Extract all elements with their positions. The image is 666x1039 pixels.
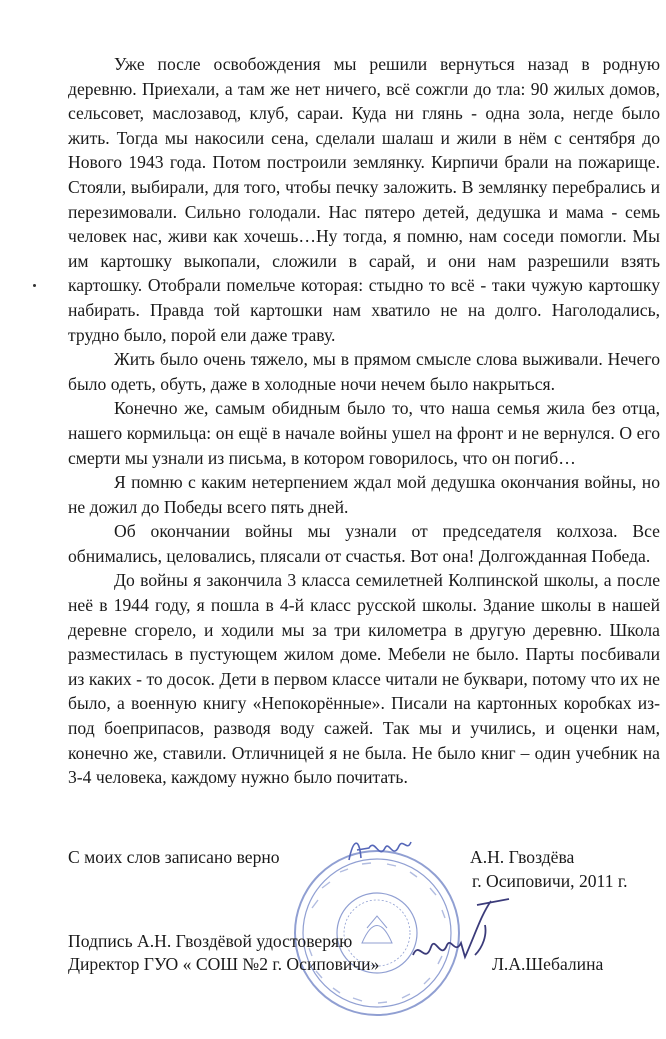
- paragraph-4: Я помню с каким нетерпением ждал мой дедушка окончания войны, но не дожил до Победы всего пять дней.: [68, 472, 660, 517]
- recorded-correctly-label: С моих слов записано верно: [68, 847, 280, 867]
- memoir-text: [68, 52, 660, 790]
- paragraph-6: До войны я закончила 3 класса семилетней Колпинской школы, а после неё в 1944 году, я пошла в 4-й класс русской школы. Здание школы в нашей деревне сгорело, и ходили мы за три километра в другую деревню. Школа разместилась в пустующем жилом доме. Мебели не было. Парты посбивали из каких - то досок. Дети в первом классе читали не буквари, потому что их не было, а военную книгу «Непокорённые». Писали на картонных коробках из-под боеприпасов, разводя воду сажей. Так мы и учились, и оценки нам, конечно же, ставили. Отличницей я не была. Не было книг – один учебник на 3-4 человека, каждому нужно было почитать.: [68, 570, 660, 788]
- author-signature: [345, 830, 415, 870]
- author-name: А.Н. Гвоздёва: [470, 847, 575, 867]
- certify-label: Подпись А.Н. Гвоздёвой удостоверяю: [68, 931, 353, 951]
- place-date: г. Осиповичи, 2011 г.: [472, 871, 628, 891]
- director-name: Л.А.Шебалина: [492, 954, 604, 974]
- paragraph-5: Об окончании войны мы узнали от председателя колхоза. Все обнимались, целовались, плясали от счастья. Вот она! Долгожданная Победа.: [68, 521, 660, 566]
- paragraph-2: Жить было очень тяжело, мы в прямом смысле слова выживали. Нечего было одеть, обуть, даже в холодные ночи нечем было накрыться.: [68, 349, 660, 394]
- paragraph-3: Конечно же, самым обидным было то, что наша семья жила без отца, нашего кормильца: он ещё в начале войны ушел на фронт и не вернулся. О его смерти мы узнали из письма, в котором говорилось, что он погиб…: [68, 398, 660, 468]
- director-label: Директор ГУО « СОШ №2 г. Осиповичи»: [68, 954, 380, 974]
- paragraph-1: Уже после освобождения мы решили вернуться назад в родную деревню. Приехали, а там же нет ничего, всё сожгли до тла: 90 жилых домов, сельсовет, маслозавод, клуб, сараи. Куда ни глянь - одна зола, негде было жить. Тогда мы накосили сена, сделали шалаш и жили в нём с сентября до Нового 1943 года. Потом построили землянку. Кирпичи брали на пожарище. Стояли, выбирали, для того, чтобы печку заложить. В землянку перебрались и перезимовали. Сильно голодали. Нас пятеро детей, дедушка и мама - семь человек нас, живи как хочешь…Ну тогда, я помню, нам соседи помогли. Мы им картошку выкопали, сложили в сарай, и они нам разрешили взять картошку. Отобрали помельче которая: стыдно то всё - таки чужую картошку набирать. Правда той картошки нам хватило не на долго. Наголодались, трудно было, порой ели даже траву.: [68, 54, 660, 345]
- scan-speck: [33, 284, 36, 287]
